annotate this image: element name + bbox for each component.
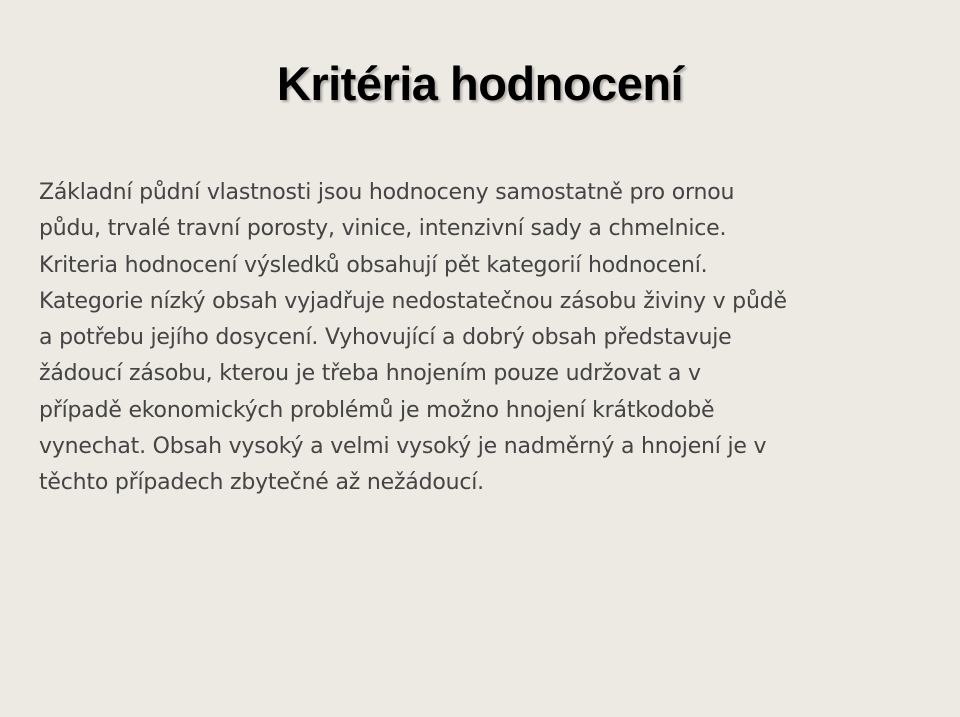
body-line: těchto případech zbytečné až nežádoucí. [39, 470, 484, 496]
body-line: Kriteria hodnocení výsledků obsahují pět kategorií hodnocení. [39, 252, 708, 278]
body-line: Základní půdní vlastnosti jsou hodnoceny samostatně pro ornou [39, 180, 735, 205]
body-line: a potřebu jejího dosycení. Vyhovující a dobrý obsah představuje [39, 325, 732, 351]
slide-body [39, 175, 944, 502]
body-line: případě ekonomických problémů je možno hnojení krátkodobě [39, 397, 715, 423]
body-line: žádoucí zásobu, kterou je třeba hnojením pouze udržovat a v [39, 361, 701, 387]
slide-title: Kritéria hodnocení [276, 57, 684, 110]
body-line: Kategorie nízký obsah vyjadřuje nedostatečnou zásobu živiny v půdě [39, 288, 787, 314]
body-line: půdu, trvalé travní porosty, vinice, intenzivní sady a chmelnice. [39, 216, 727, 242]
body-line: vynechat. Obsah vysoký a velmi vysoký je nadměrný a hnojení je v [39, 434, 767, 460]
